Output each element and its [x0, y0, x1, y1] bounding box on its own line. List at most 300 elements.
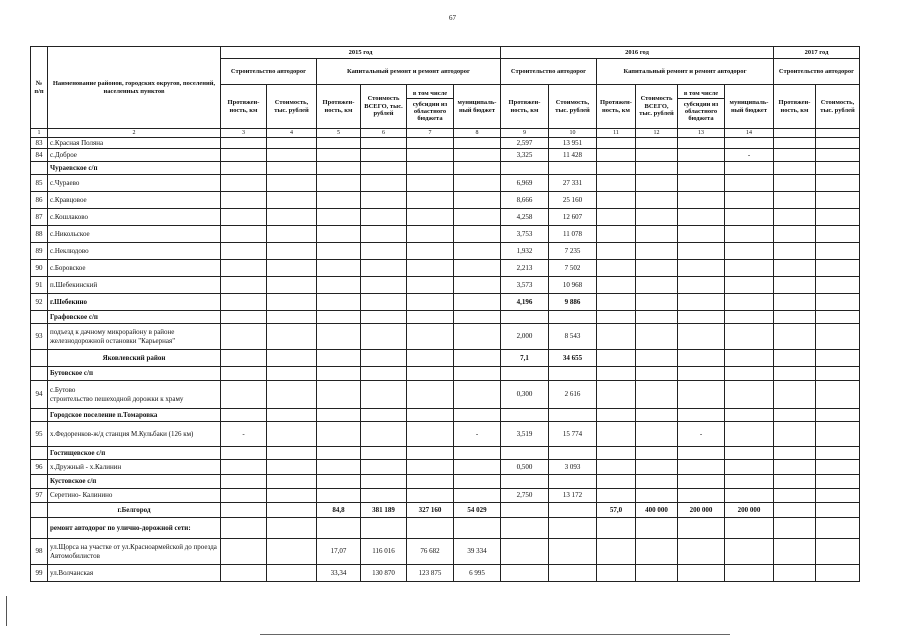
cell-col-11 — [597, 226, 636, 243]
row-number: 89 — [31, 243, 48, 260]
cell-col-14 — [725, 162, 774, 175]
cell-col-4 — [267, 277, 317, 294]
row-name-text: Графовское с/п — [50, 312, 98, 321]
cell-col-10: 15 774 — [549, 422, 597, 447]
table-row — [31, 489, 860, 503]
row-name — [48, 460, 221, 475]
header-2016-r-subsidy — [678, 85, 725, 129]
header-2015-r-length: Протяжен-ность, км — [317, 85, 361, 129]
cell-col-6 — [361, 149, 407, 162]
cell-col-16 — [816, 311, 860, 324]
row-number: 87 — [31, 209, 48, 226]
cell-col-9: 6,969 — [501, 175, 549, 192]
cell-col-4 — [267, 409, 317, 422]
cell-col-8 — [454, 162, 501, 175]
cell-col-16 — [816, 367, 860, 381]
cell-col-16 — [816, 350, 860, 367]
row-name — [48, 162, 221, 175]
cell-col-6 — [361, 243, 407, 260]
row-name — [48, 381, 221, 409]
cell-col-15 — [774, 475, 816, 489]
row-name-text: с.Боровское — [50, 263, 86, 272]
row-number: 96 — [31, 460, 48, 475]
cell-col-10: 2 616 — [549, 381, 597, 409]
cell-col-3 — [221, 350, 267, 367]
cell-col-11 — [597, 149, 636, 162]
cell-col-10: 11 428 — [549, 149, 597, 162]
cell-col-5 — [317, 324, 361, 350]
table-row — [31, 311, 860, 324]
cell-col-14 — [725, 192, 774, 209]
cell-col-5 — [317, 162, 361, 175]
cell-col-16 — [816, 243, 860, 260]
cell-col-9: 0,300 — [501, 381, 549, 409]
cell-col-13 — [678, 149, 725, 162]
cell-col-6 — [361, 489, 407, 503]
cell-col-7: 76 682 — [407, 539, 454, 565]
cell-col-11 — [597, 260, 636, 277]
row-number: 88 — [31, 226, 48, 243]
cell-col-4 — [267, 381, 317, 409]
cell-col-16 — [816, 539, 860, 565]
row-number — [31, 447, 48, 460]
cell-col-5: 33,34 — [317, 565, 361, 582]
row-number: 90 — [31, 260, 48, 277]
header-2016-c-length: Протяжен-ность, км — [501, 85, 549, 129]
cell-col-14 — [725, 243, 774, 260]
cell-col-5 — [317, 489, 361, 503]
cell-col-16 — [816, 209, 860, 226]
row-name-text: с.Красная Поляна — [50, 138, 104, 147]
cell-col-6 — [361, 367, 407, 381]
cell-col-12 — [636, 149, 678, 162]
row-name-text: г.Белгород — [117, 505, 151, 514]
column-number — [774, 129, 816, 138]
cell-col-13 — [678, 447, 725, 460]
cell-col-8 — [454, 175, 501, 192]
cell-col-4 — [267, 226, 317, 243]
table-row — [31, 260, 860, 277]
cell-col-6 — [361, 350, 407, 367]
header-2015-r-municipal: муниципаль-ный бюджет — [454, 85, 501, 129]
cell-col-13 — [678, 381, 725, 409]
cell-col-16 — [816, 175, 860, 192]
header-2017-construction: Строительство автодорог — [774, 59, 860, 85]
cell-col-4 — [267, 422, 317, 447]
row-name — [48, 565, 221, 582]
cell-col-14 — [725, 565, 774, 582]
cell-col-8 — [454, 311, 501, 324]
cell-col-3 — [221, 475, 267, 489]
cell-col-15 — [774, 367, 816, 381]
cell-col-9: 4,258 — [501, 209, 549, 226]
cell-col-16 — [816, 518, 860, 539]
cell-col-12 — [636, 475, 678, 489]
cell-col-11 — [597, 192, 636, 209]
cell-col-8 — [454, 350, 501, 367]
cell-col-12 — [636, 209, 678, 226]
cell-col-8 — [454, 518, 501, 539]
cell-col-5 — [317, 311, 361, 324]
cell-col-11 — [597, 518, 636, 539]
cell-col-3 — [221, 409, 267, 422]
cell-col-16 — [816, 324, 860, 350]
cell-col-11 — [597, 209, 636, 226]
cell-col-16 — [816, 565, 860, 582]
row-name-text: с.Кравцовое — [50, 195, 87, 204]
cell-col-11 — [597, 489, 636, 503]
cell-col-6: 116 016 — [361, 539, 407, 565]
cell-col-14 — [725, 367, 774, 381]
cell-col-5 — [317, 260, 361, 277]
cell-col-10 — [549, 367, 597, 381]
cell-col-15 — [774, 311, 816, 324]
cell-col-12 — [636, 367, 678, 381]
row-name — [48, 447, 221, 460]
cell-col-8 — [454, 447, 501, 460]
cell-col-10: 9 886 — [549, 294, 597, 311]
cell-col-5 — [317, 149, 361, 162]
row-name — [48, 277, 221, 294]
cell-col-6 — [361, 518, 407, 539]
table-row — [31, 503, 860, 518]
cell-col-16 — [816, 409, 860, 422]
cell-col-11 — [597, 162, 636, 175]
cell-col-12 — [636, 565, 678, 582]
margin-mark — [6, 596, 7, 626]
cell-col-5 — [317, 381, 361, 409]
cell-col-3 — [221, 489, 267, 503]
cell-col-10: 7 502 — [549, 260, 597, 277]
cell-col-12 — [636, 350, 678, 367]
cell-col-9: 7,1 — [501, 350, 549, 367]
cell-col-11 — [597, 367, 636, 381]
cell-col-7 — [407, 226, 454, 243]
row-name — [48, 422, 221, 447]
header-2015-c-length: Протяжен-ность, км — [221, 85, 267, 129]
cell-col-15 — [774, 565, 816, 582]
cell-col-9 — [501, 503, 549, 518]
cell-col-11 — [597, 460, 636, 475]
cell-col-5 — [317, 226, 361, 243]
cell-col-12 — [636, 489, 678, 503]
cell-col-16 — [816, 460, 860, 475]
cell-col-9: 3,573 — [501, 277, 549, 294]
row-name — [48, 175, 221, 192]
row-name — [48, 518, 221, 539]
cell-col-9: 3,325 — [501, 149, 549, 162]
cell-col-7 — [407, 243, 454, 260]
cell-col-13 — [678, 311, 725, 324]
cell-col-4 — [267, 367, 317, 381]
cell-col-9 — [501, 539, 549, 565]
header-2015-construction: Строительство автодорог — [221, 59, 317, 85]
row-name — [48, 503, 221, 518]
cell-col-11: 57,0 — [597, 503, 636, 518]
cell-col-13 — [678, 138, 725, 149]
cell-col-4 — [267, 175, 317, 192]
cell-col-3 — [221, 149, 267, 162]
cell-col-8 — [454, 294, 501, 311]
cell-col-13 — [678, 324, 725, 350]
cell-col-15 — [774, 539, 816, 565]
cell-col-5 — [317, 294, 361, 311]
cell-col-3 — [221, 209, 267, 226]
column-number: 2 — [48, 129, 221, 138]
row-number — [31, 311, 48, 324]
cell-col-7 — [407, 149, 454, 162]
cell-col-9: 2,213 — [501, 260, 549, 277]
cell-col-3 — [221, 381, 267, 409]
cell-col-5: 17,07 — [317, 539, 361, 565]
cell-col-7 — [407, 162, 454, 175]
cell-col-6 — [361, 294, 407, 311]
table-row — [31, 226, 860, 243]
table-row — [31, 243, 860, 260]
cell-col-14 — [725, 209, 774, 226]
cell-col-11 — [597, 475, 636, 489]
table-row — [31, 367, 860, 381]
cell-col-14 — [725, 350, 774, 367]
cell-col-13 — [678, 226, 725, 243]
cell-col-7 — [407, 311, 454, 324]
cell-col-6 — [361, 226, 407, 243]
table-row — [31, 138, 860, 149]
cell-col-8: 6 995 — [454, 565, 501, 582]
cell-col-10 — [549, 475, 597, 489]
cell-col-10: 11 078 — [549, 226, 597, 243]
cell-col-7 — [407, 518, 454, 539]
row-number: 93 — [31, 324, 48, 350]
cell-col-3 — [221, 243, 267, 260]
cell-col-13 — [678, 475, 725, 489]
cell-col-8: 39 334 — [454, 539, 501, 565]
cell-col-14 — [725, 175, 774, 192]
cell-col-9: 0,500 — [501, 460, 549, 475]
header-year-2017: 2017 год — [774, 47, 860, 59]
cell-col-13 — [678, 489, 725, 503]
row-name-text: х.Федоренков-ж/д станция М.Кульбаки (126 км) — [50, 429, 194, 438]
cell-col-4 — [267, 311, 317, 324]
cell-col-5 — [317, 367, 361, 381]
column-number: 11 — [597, 129, 636, 138]
cell-col-8 — [454, 489, 501, 503]
header-2015-capital-repair: Капитальный ремонт и ремонт автодорог — [317, 59, 501, 85]
cell-col-7: 327 160 — [407, 503, 454, 518]
cell-col-6 — [361, 447, 407, 460]
cell-col-14 — [725, 277, 774, 294]
cell-col-9: 8,666 — [501, 192, 549, 209]
cell-col-12 — [636, 294, 678, 311]
cell-col-16 — [816, 138, 860, 149]
cell-col-11 — [597, 175, 636, 192]
cell-col-3 — [221, 539, 267, 565]
row-name-text: г.Шебекино — [50, 297, 88, 306]
cell-col-7 — [407, 475, 454, 489]
cell-col-11 — [597, 422, 636, 447]
row-name-text: п.Шебекинский — [50, 280, 98, 289]
cell-col-6 — [361, 162, 407, 175]
cell-col-15 — [774, 503, 816, 518]
header-2017-c-cost: Стоимость, тыс. рублей — [816, 85, 860, 129]
cell-col-3 — [221, 311, 267, 324]
cell-col-3: - — [221, 422, 267, 447]
column-number: 4 — [267, 129, 317, 138]
row-number: 99 — [31, 565, 48, 582]
cell-col-10: 12 607 — [549, 209, 597, 226]
cell-col-7 — [407, 260, 454, 277]
cell-col-13 — [678, 162, 725, 175]
cell-col-4 — [267, 447, 317, 460]
cell-col-11 — [597, 277, 636, 294]
cell-col-7 — [407, 350, 454, 367]
cell-col-15 — [774, 192, 816, 209]
table-row — [31, 294, 860, 311]
cell-col-5 — [317, 175, 361, 192]
table-row — [31, 209, 860, 226]
cell-col-13 — [678, 260, 725, 277]
cell-col-13 — [678, 175, 725, 192]
cell-col-13 — [678, 192, 725, 209]
cell-col-15 — [774, 489, 816, 503]
row-name-text: подъезд к дачному микрорайону в районе железнодорожной остановки "Карьерная" — [50, 328, 176, 345]
cell-col-12 — [636, 175, 678, 192]
cell-col-11 — [597, 138, 636, 149]
cell-col-4 — [267, 518, 317, 539]
cell-col-6 — [361, 381, 407, 409]
road-works-table — [30, 46, 860, 582]
cell-col-13 — [678, 277, 725, 294]
row-name — [48, 539, 221, 565]
cell-col-10 — [549, 565, 597, 582]
cell-col-8 — [454, 460, 501, 475]
cell-col-15 — [774, 226, 816, 243]
cell-col-7 — [407, 381, 454, 409]
cell-col-9: 2,597 — [501, 138, 549, 149]
cell-col-3 — [221, 138, 267, 149]
cell-col-7: 123 875 — [407, 565, 454, 582]
cell-col-12 — [636, 226, 678, 243]
cell-col-7 — [407, 447, 454, 460]
header-subsidy-label: субсидии из областного бюджета — [412, 100, 448, 123]
row-name-text: с.Доброе — [50, 150, 77, 159]
row-name-text-2: строительство пешеходной дорожки к храму — [50, 394, 184, 403]
cell-col-9: 3,753 — [501, 226, 549, 243]
row-number: 98 — [31, 539, 48, 565]
row-name — [48, 138, 221, 149]
row-number: 86 — [31, 192, 48, 209]
row-number — [31, 518, 48, 539]
cell-col-4 — [267, 503, 317, 518]
row-name-text: ул.Щорса на участке от ул.Красноармейской до проезда Автомобилистов — [50, 543, 217, 560]
cell-col-10: 13 951 — [549, 138, 597, 149]
cell-col-8 — [454, 209, 501, 226]
cell-col-12 — [636, 422, 678, 447]
cell-col-11 — [597, 539, 636, 565]
cell-col-3 — [221, 460, 267, 475]
row-name-text: Чураевское с/п — [50, 163, 98, 172]
cell-col-14 — [725, 260, 774, 277]
table-row — [31, 460, 860, 475]
cell-col-14: 200 000 — [725, 503, 774, 518]
column-number: 1 — [31, 129, 48, 138]
cell-col-15 — [774, 381, 816, 409]
cell-col-10: 34 655 — [549, 350, 597, 367]
row-name-text: Городское поселение п.Томаровка — [50, 410, 158, 419]
header-2016-c-cost: Стоимость, тыс. рублей — [549, 85, 597, 129]
cell-col-12 — [636, 381, 678, 409]
cell-col-9 — [501, 367, 549, 381]
cell-col-13 — [678, 539, 725, 565]
cell-col-10 — [549, 539, 597, 565]
cell-col-6 — [361, 209, 407, 226]
cell-col-7 — [407, 367, 454, 381]
cell-col-12 — [636, 243, 678, 260]
cell-col-16 — [816, 162, 860, 175]
cell-col-12 — [636, 138, 678, 149]
row-number — [31, 367, 48, 381]
cell-col-10: 13 172 — [549, 489, 597, 503]
cell-col-9: 3,519 — [501, 422, 549, 447]
row-name — [48, 409, 221, 422]
cell-col-3 — [221, 518, 267, 539]
table-row — [31, 192, 860, 209]
header-2016-construction: Строительство автодорог — [501, 59, 597, 85]
row-name-text: с.Чураево — [50, 178, 80, 187]
row-number: 85 — [31, 175, 48, 192]
cell-col-9 — [501, 447, 549, 460]
table-row — [31, 409, 860, 422]
cell-col-14 — [725, 381, 774, 409]
cell-col-12 — [636, 277, 678, 294]
cell-col-3 — [221, 447, 267, 460]
column-number: 8 — [454, 129, 501, 138]
column-number: 6 — [361, 129, 407, 138]
cell-col-12: 400 000 — [636, 503, 678, 518]
cell-col-12 — [636, 260, 678, 277]
row-name-text: Бутовское с/п — [50, 369, 93, 378]
table-row — [31, 324, 860, 350]
cell-col-14 — [725, 311, 774, 324]
header-2016-r-length: Протяжен-ность, км — [597, 85, 636, 129]
cell-col-7 — [407, 460, 454, 475]
cell-col-6 — [361, 260, 407, 277]
row-name — [48, 367, 221, 381]
cell-col-8 — [454, 409, 501, 422]
cell-col-4 — [267, 324, 317, 350]
cell-col-10 — [549, 518, 597, 539]
cell-col-6 — [361, 324, 407, 350]
column-number: 5 — [317, 129, 361, 138]
cell-col-5 — [317, 192, 361, 209]
cell-col-15 — [774, 409, 816, 422]
cell-col-4 — [267, 243, 317, 260]
row-name — [48, 475, 221, 489]
cell-col-10: 7 235 — [549, 243, 597, 260]
cell-col-13 — [678, 350, 725, 367]
cell-col-6 — [361, 175, 407, 192]
page-number: 67 — [449, 14, 456, 22]
cell-col-4 — [267, 475, 317, 489]
cell-col-7 — [407, 489, 454, 503]
cell-col-12 — [636, 518, 678, 539]
row-number: 83 — [31, 138, 48, 149]
cell-col-11 — [597, 311, 636, 324]
cell-col-6 — [361, 422, 407, 447]
cell-col-8 — [454, 277, 501, 294]
cell-col-3 — [221, 324, 267, 350]
cell-col-13 — [678, 565, 725, 582]
